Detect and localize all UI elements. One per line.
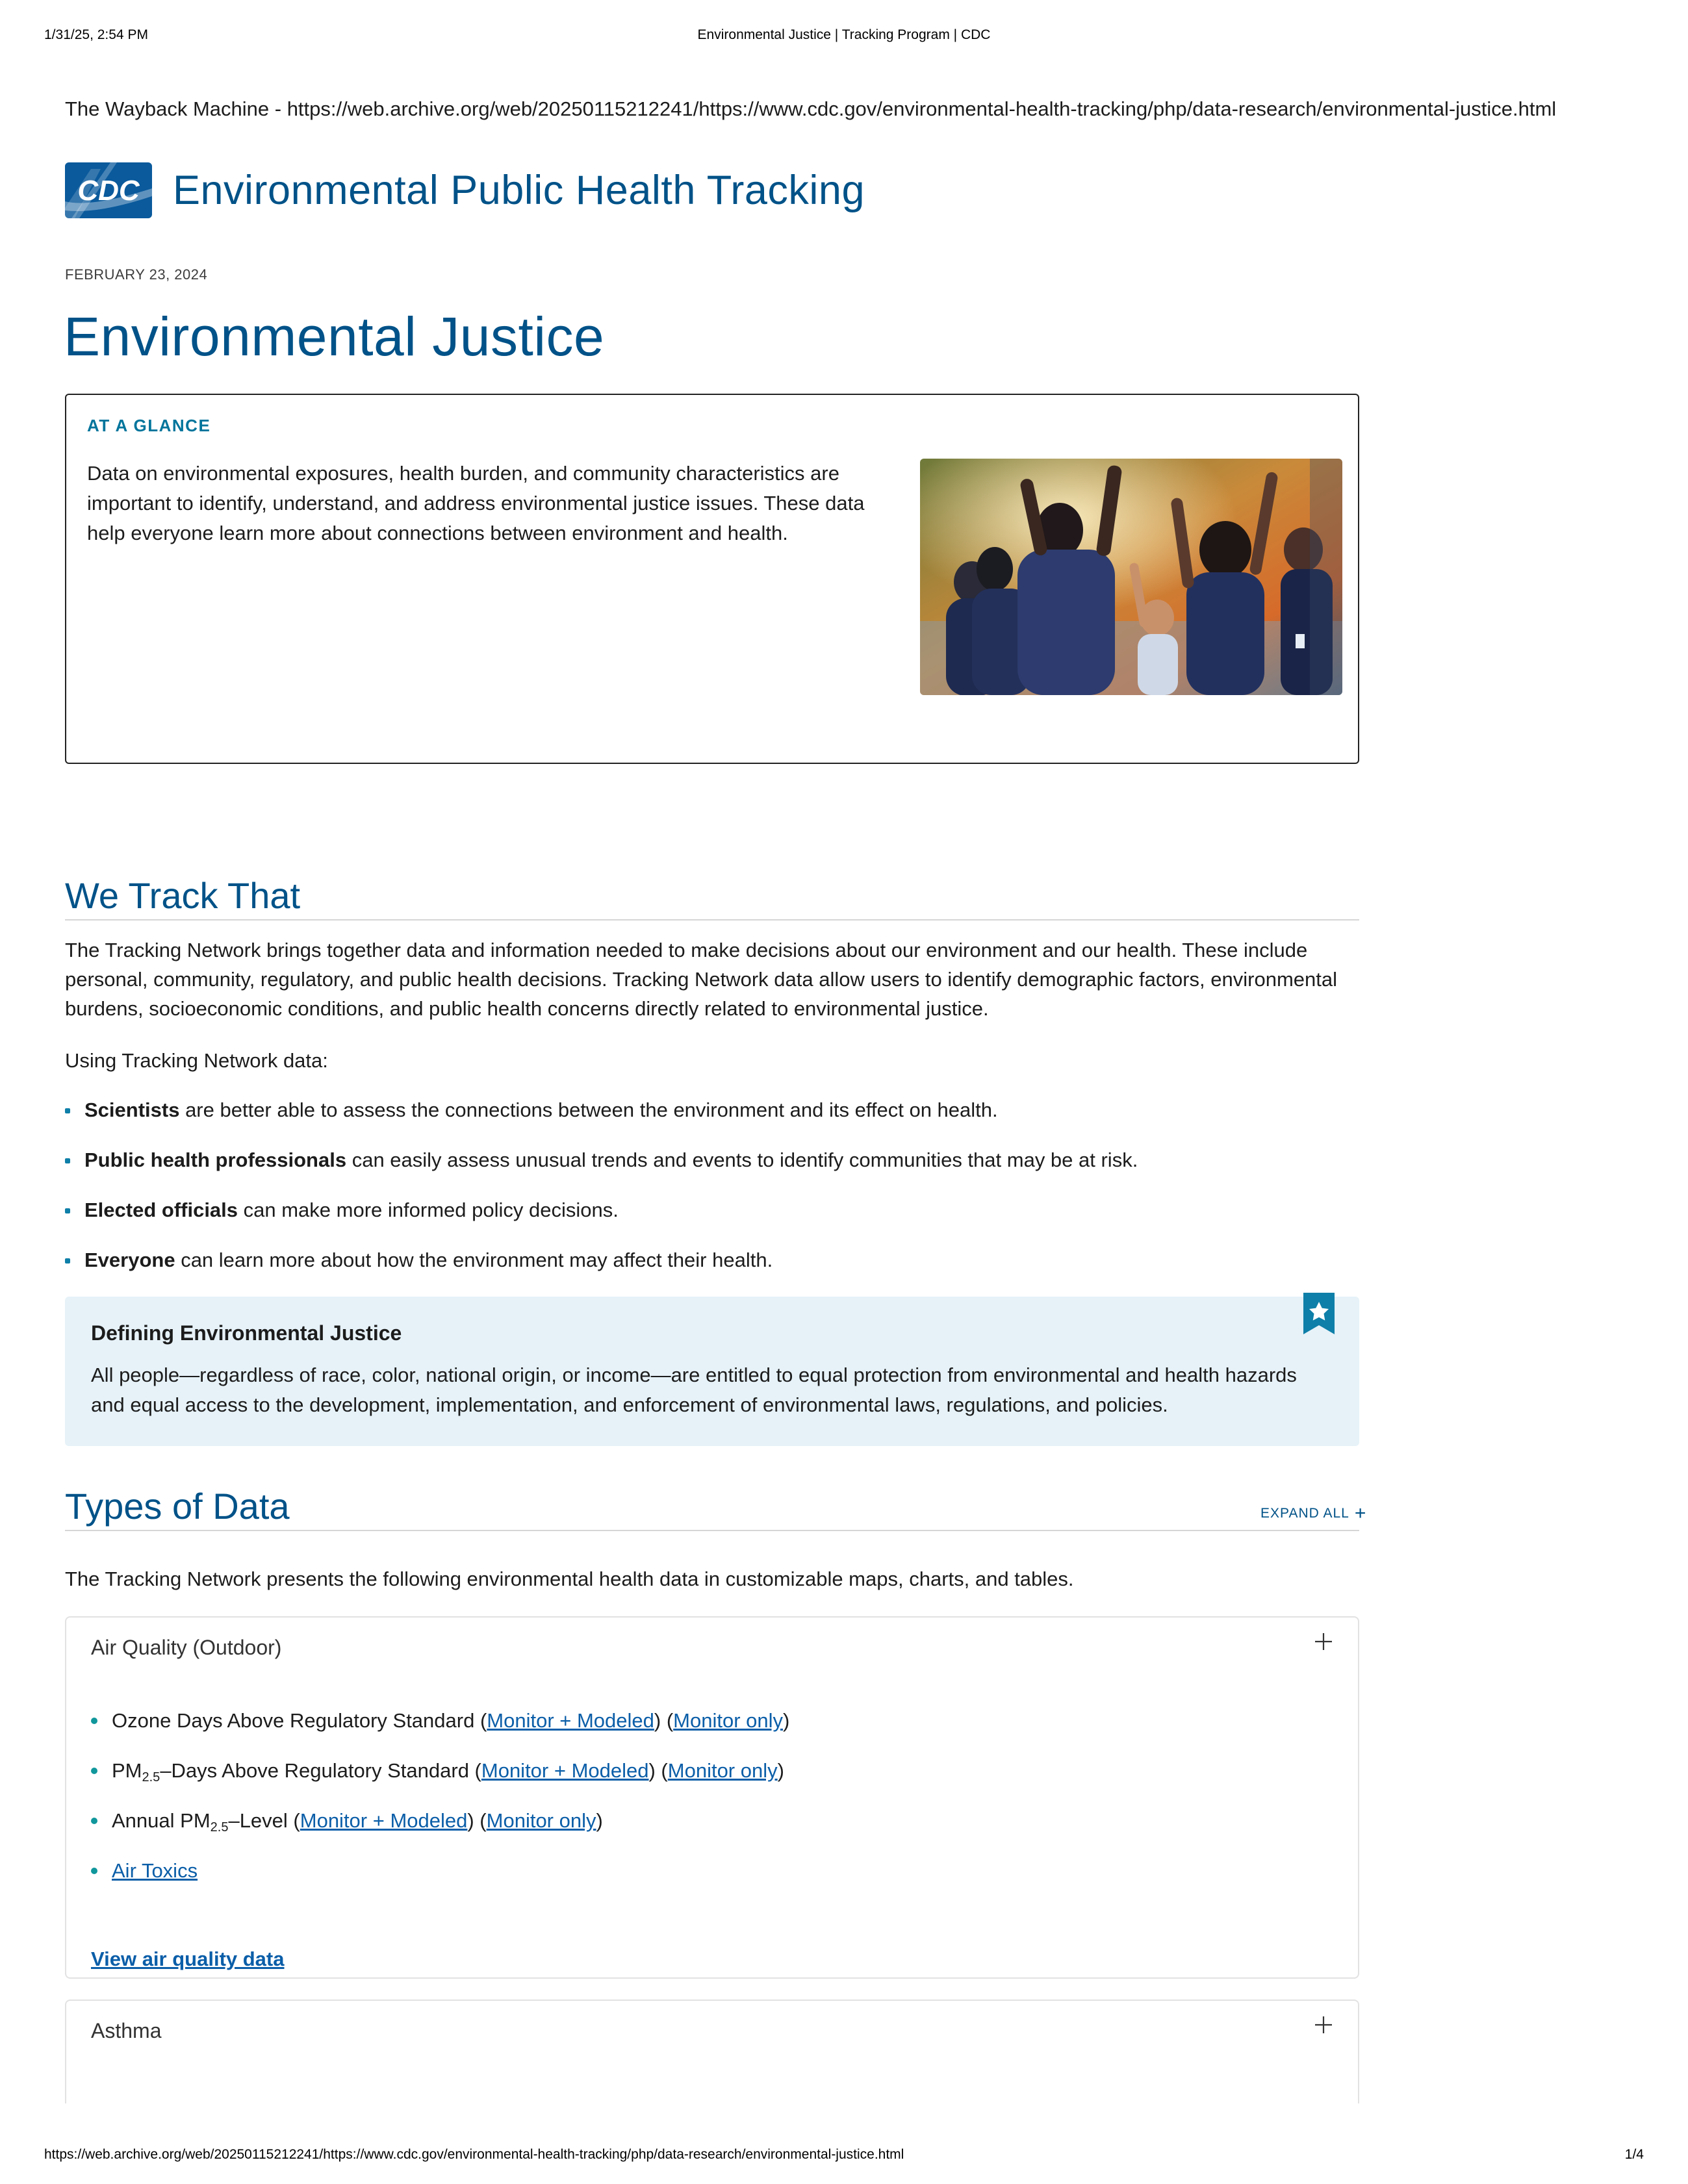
we-track-heading: We Track That	[65, 874, 1359, 921]
monitor-modeled-link[interactable]: Monitor + Modeled	[300, 1809, 468, 1832]
print-header	[0, 27, 1688, 47]
item-text: ) (	[467, 1809, 487, 1832]
definition-callout	[65, 1297, 1359, 1446]
types-of-data-paragraph: The Tracking Network presents the following environmental health data in customizable maps, charts, and tables.	[65, 1568, 1074, 1590]
accordion-asthma	[65, 2000, 1359, 2103]
types-of-data-heading: Types of Data	[65, 1485, 1359, 1531]
callout-title: Defining Environmental Justice	[91, 1321, 402, 1345]
item-text: Ozone Days Above Regulatory Standard (	[112, 1709, 487, 1732]
bullet-bold: Scientists	[84, 1098, 180, 1121]
list-item	[91, 1706, 789, 1735]
using-data-intro: Using Tracking Network data:	[65, 1049, 328, 1072]
print-datetime: 1/31/25, 2:54 PM	[44, 27, 148, 42]
at-a-glance-box	[65, 394, 1359, 764]
expand-all-label: EXPAND ALL	[1260, 1506, 1349, 1521]
pm-subscript: 2.5	[142, 1770, 160, 1784]
at-a-glance-label: AT A GLANCE	[87, 416, 211, 435]
accordion-title[interactable]: Air Quality (Outdoor)	[91, 1636, 282, 1659]
accordion-title[interactable]: Asthma	[91, 2019, 162, 2042]
air-quality-list	[91, 1706, 789, 1906]
cdc-logo-icon	[65, 162, 152, 218]
list-item	[65, 1245, 1359, 1275]
bullet-bold: Everyone	[84, 1249, 175, 1271]
list-item	[65, 1195, 1359, 1225]
monitor-modeled-link[interactable]: Monitor + Modeled	[487, 1709, 654, 1732]
item-text: –Days Above Regulatory Standard (	[160, 1759, 481, 1782]
list-item	[91, 1806, 789, 1835]
accordion-air-quality	[65, 1616, 1359, 1979]
plus-icon[interactable]	[1314, 2015, 1333, 2035]
print-url: https://web.archive.org/web/20250115212241/https://www.cdc.gov/environmental-health-tracking/php/data-research/environmental-justice.html	[44, 2147, 904, 2162]
pm-subscript: 2.5	[210, 1820, 229, 1835]
list-item	[91, 1756, 789, 1785]
at-a-glance-text: Data on environmental exposures, health burden, and community characteristics are important to identify, understand, and address environmental justice issues. These data help everyone learn more about connections between environment and health.	[87, 462, 865, 544]
plus-icon: +	[1354, 1503, 1367, 1524]
we-track-paragraph: The Tracking Network brings together data and information needed to make decisions about our environment and our health. These include personal, community, regulatory, and public health decisions. Tracking Network data allow users to identify demographic factors, environmental burdens, socioeconomic conditions, and public health concerns directly related to environmental justice.	[65, 939, 1337, 1020]
print-footer	[0, 2147, 1688, 2166]
item-text: )	[596, 1809, 603, 1832]
bullet-text: can make more informed policy decisions.	[238, 1199, 619, 1221]
item-text: ) (	[648, 1759, 668, 1782]
community-photo	[920, 459, 1342, 695]
bookmark-star-icon	[1303, 1293, 1335, 1334]
item-text: –Level (	[228, 1809, 300, 1832]
plus-icon[interactable]	[1314, 1632, 1333, 1651]
page-title: Environmental Justice	[64, 306, 605, 367]
bullet-text: are better able to assess the connections between the environment and its effect on health.	[179, 1098, 998, 1121]
monitor-only-link[interactable]: Monitor only	[486, 1809, 596, 1832]
air-toxics-link[interactable]: Air Toxics	[112, 1859, 198, 1882]
expand-all-button[interactable]	[1260, 1503, 1367, 1524]
list-item	[91, 1856, 789, 1885]
bullet-text: can easily assess unusual trends and events to identify communities that may be at risk.	[346, 1149, 1138, 1171]
item-text: Annual PM	[112, 1809, 211, 1832]
view-air-quality-link[interactable]: View air quality data	[91, 1948, 285, 1970]
monitor-only-link[interactable]: Monitor only	[667, 1759, 778, 1782]
wayback-banner: The Wayback Machine - https://web.archive.org/web/20250115212241/https://www.cdc.gov/environmental-health-tracking/php/data-research/environmental-justice.html	[65, 97, 1557, 120]
print-page-title: Environmental Justice | Tracking Program | CDC	[697, 27, 991, 42]
callout-text: All people—regardless of race, color, national origin, or income—are entitled to equal protection from environmental and health hazards and equal access to the development, implementation, and enforcement of environmental laws, regulations, and policies.	[91, 1364, 1297, 1416]
site-brand[interactable]	[65, 161, 865, 220]
print-page-number: 1/4	[1624, 2147, 1644, 2162]
audience-list	[65, 1095, 1359, 1295]
bullet-bold: Elected officials	[84, 1199, 238, 1221]
site-title: Environmental Public Health Tracking	[173, 168, 865, 213]
bullet-text: can learn more about how the environment may affect their health.	[175, 1249, 773, 1271]
item-text: ) (	[654, 1709, 674, 1732]
list-item	[65, 1145, 1359, 1175]
cdc-logo-text: CDC	[77, 175, 140, 207]
item-text: )	[777, 1759, 784, 1782]
item-text: PM	[112, 1759, 142, 1782]
monitor-only-link[interactable]: Monitor only	[673, 1709, 784, 1732]
bullet-bold: Public health professionals	[84, 1149, 347, 1171]
list-item	[65, 1095, 1359, 1124]
monitor-modeled-link[interactable]: Monitor + Modeled	[481, 1759, 649, 1782]
item-text: )	[783, 1709, 790, 1732]
publish-date: FEBRUARY 23, 2024	[65, 266, 208, 283]
